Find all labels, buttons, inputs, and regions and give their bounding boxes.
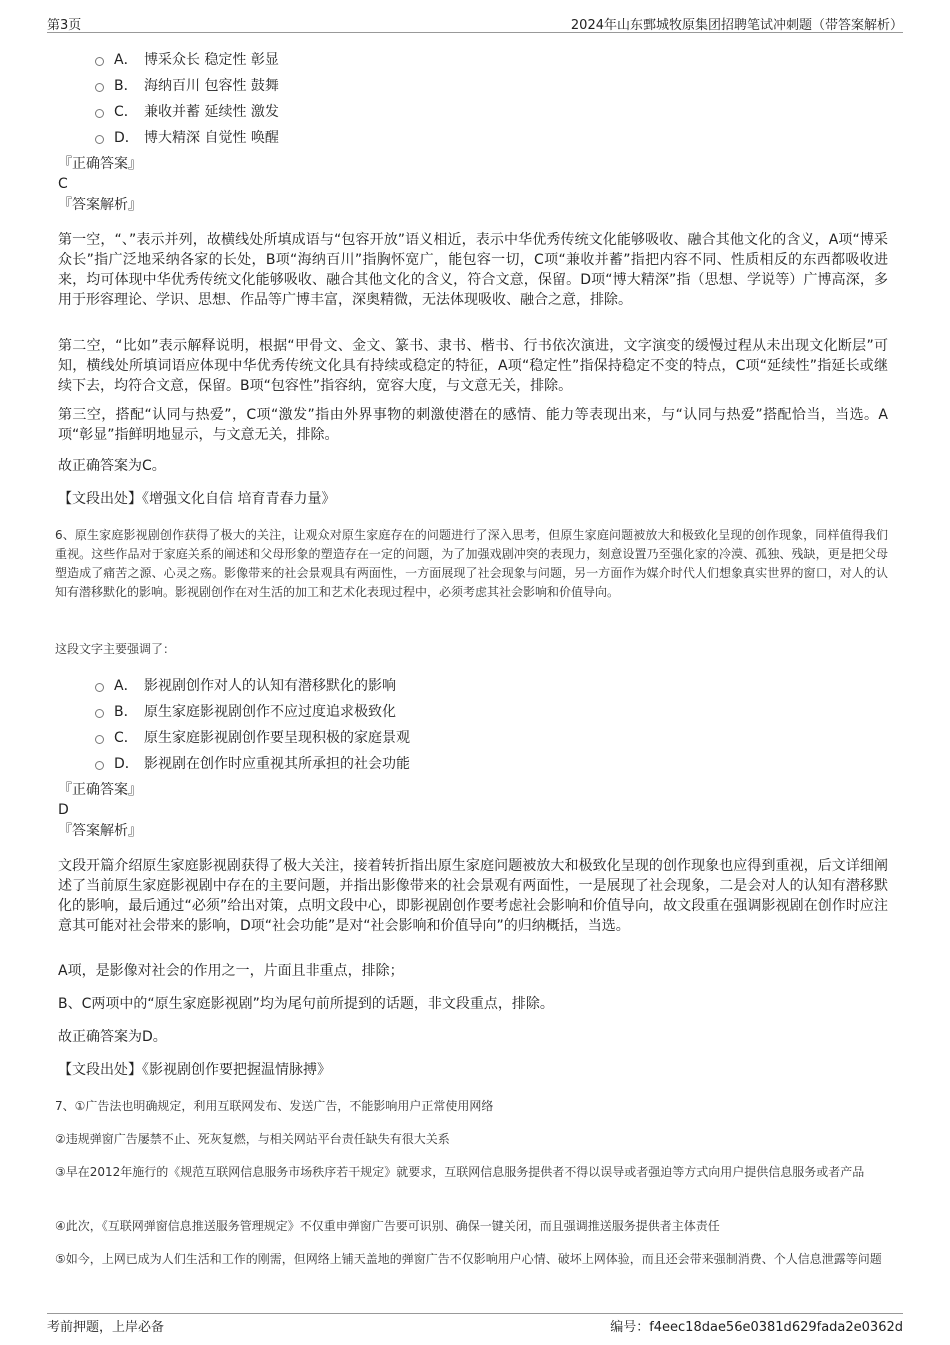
- q6-analysis-p1: 文段开篇介绍原生家庭影视剧获得了极大关注，接着转折指出原生家庭问题被放大和极致化呈现的创作现象也应得到重视，后文详细阐述了当前原生家庭影视剧中存在的主要问题，并指出影像带来的社会景观有两面性，一是展现了社会现象，二是会对人的认知有潜移默化的影响，最后通过“必须”给出对策，点明文段中心，即影视剧创作要考虑社会影响和价值导向，故文段重在强调影视剧在创作时应注意其可能对社会带来的影响，D项“社会功能”是对“社会影响和价值导向”的归纳概括，当选。: [58, 858, 888, 934]
- q6-conclusion: 故正确答案为D。: [58, 1029, 167, 1045]
- q5-conclusion: 故正确答案为C。: [58, 458, 166, 474]
- q6-analysis-label: 『答案解析』: [58, 823, 142, 839]
- q7-sentence-4: ④此次，《互联网弹窗信息推送服务管理规定》不仅重申弹窗广告要可识别、确保一键关闭，而且强调推送服务提供者主体责任: [55, 1219, 720, 1233]
- q7-sentence-5: ⑤如今，上网已成为人们生活和工作的刚需，但网络上铺天盖地的弹窗广告不仅影响用户心情、破坏上网体验，而且还会带来强制消费、个人信息泄露等问题: [55, 1252, 882, 1266]
- q7-sentence-1: 7、①广告法也明确规定，利用互联网发布、发送广告，不能影响用户正常使用网络: [55, 1099, 494, 1113]
- q5-analysis-p2: 第二空，“比如”表示解释说明，根据“甲骨文、金文、篆书、隶书、楷书、行书依次演进，文字演变的缓慢过程从未出现文化断层”可知，横线处所填词语应体现中华优秀传统文化具有持续或稳定的特征，A项“稳定性”指保持稳定不变的特点，C项“延续性”指延长或继续下去，均符合文意，保留。B项“包容性”指容纳，宽容大度，与文意无关，排除。: [58, 338, 888, 394]
- radio-icon[interactable]: [95, 709, 104, 718]
- q5-option-a[interactable]: A． 博采众长 稳定性 彰显: [95, 48, 279, 70]
- q5-answer: C: [58, 176, 68, 192]
- q5-option-c[interactable]: C． 兼收并蓄 延续性 激发: [95, 100, 279, 122]
- radio-icon[interactable]: [95, 57, 104, 66]
- q6-option-d[interactable]: D． 影视剧在创作时应重视其所承担的社会功能: [95, 752, 410, 774]
- q5-option-d[interactable]: D． 博大精深 自觉性 唤醒: [95, 126, 279, 148]
- q7-sentence-3: ③早在2012年施行的《规范互联网信息服务市场秩序若干规定》就要求，互联网信息服务提供者不得以误导或者强迫等方式向用户提供信息服务或者产品: [55, 1165, 865, 1179]
- radio-icon[interactable]: [95, 109, 104, 118]
- q6-stem: 6、原生家庭影视剧创作获得了极大的关注，让观众对原生家庭存在的问题进行了深入思考，但原生家庭问题被放大和极致化呈现的创作现象，同样值得我们重视。这些作品对于家庭关系的阐述和父母形象的塑造存在一定的问题，为了加强戏剧冲突的表现力，刻意设置乃至强化家的冷漠、孤独、残缺，更是把父母塑造成了痛苦之源、心灵之殇。影像带来的社会景观具有两面性，一方面展现了社会现象与问题，另一方面作为媒介时代人们想象真实世界的窗口，对人的认知有潜移默化的影响。影视剧创作在对生活的加工和艺术化表现过程中，必须考虑其社会影响和价值导向。: [55, 528, 888, 599]
- document-id: 编号：f4eec18dae56e0381d629fada2e0362d: [610, 1320, 903, 1335]
- q6-analysis-p2: A项，是影像对社会的作用之一，片面且非重点，排除；: [58, 963, 404, 979]
- q5-analysis-p3: 第三空，搭配“认同与热爱”，C项“激发”指由外界事物的刺激使潜在的感情、能力等表现出来，与“认同与热爱”搭配恰当，当选。A项“彰显”指鲜明地显示，与文意无关，排除。: [58, 407, 888, 443]
- radio-icon[interactable]: [95, 683, 104, 692]
- q6-answer: D: [58, 802, 69, 818]
- q5-option-b[interactable]: B． 海纳百川 包容性 鼓舞: [95, 74, 279, 96]
- page-header: [47, 12, 903, 33]
- q6-answer-label: 『正确答案』: [58, 782, 142, 798]
- document-title: 2024年山东鄄城牧原集团招聘笔试冲刺题（带答案解析）: [570, 18, 903, 33]
- page-number: 第3页: [47, 18, 82, 33]
- q6-question: 这段文字主要强调了：: [55, 642, 176, 656]
- q6-option-b[interactable]: B． 原生家庭影视剧创作不应过度追求极致化: [95, 700, 396, 722]
- radio-icon[interactable]: [95, 83, 104, 92]
- q6-analysis-p3: B、C两项中的“原生家庭影视剧”均为尾句前所提到的话题，非文段重点，排除。: [58, 996, 554, 1012]
- radio-icon[interactable]: [95, 135, 104, 144]
- q5-answer-label: 『正确答案』: [58, 156, 142, 172]
- q7-sentence-2: ②违规弹窗广告屡禁不止、死灰复燃，与相关网站平台责任缺失有很大关系: [55, 1132, 450, 1146]
- radio-icon[interactable]: [95, 761, 104, 770]
- q6-option-a[interactable]: A． 影视剧创作对人的认知有潜移默化的影响: [95, 674, 396, 696]
- radio-icon[interactable]: [95, 735, 104, 744]
- q6-option-c[interactable]: C． 原生家庭影视剧创作要呈现积极的家庭景观: [95, 726, 410, 748]
- q5-source: 【文段出处】《增强文化自信 培育青春力量》: [58, 491, 336, 507]
- q5-analysis-p1: 第一空，“、”表示并列，故横线处所填成语与“包容开放”语义相近，表示中华优秀传统文化能够吸收、融合其他文化的含义，A项“博采众长”指广泛地采纳各家的长处，B项“海纳百川”指胸怀宽广，能包容一切，C项“兼收并蓄”指把内容不同、性质相反的东西都吸收进来，均可体现中华优秀传统文化能够吸收、融合其他文化的含义，符合文意，保留。D项“博大精深”指（思想、学说等）广博高深，多用于形容理论、学识、思想、作品等广博丰富，深奥精微，无法体现吸收、融合之意，排除。: [58, 232, 888, 308]
- footer-slogan: 考前押题，上岸必备: [47, 1320, 165, 1335]
- q6-source: 【文段出处】《影视剧创作要把握温情脉搏》: [58, 1062, 331, 1078]
- page-footer: [47, 1313, 903, 1334]
- q5-analysis-label: 『答案解析』: [58, 197, 142, 213]
